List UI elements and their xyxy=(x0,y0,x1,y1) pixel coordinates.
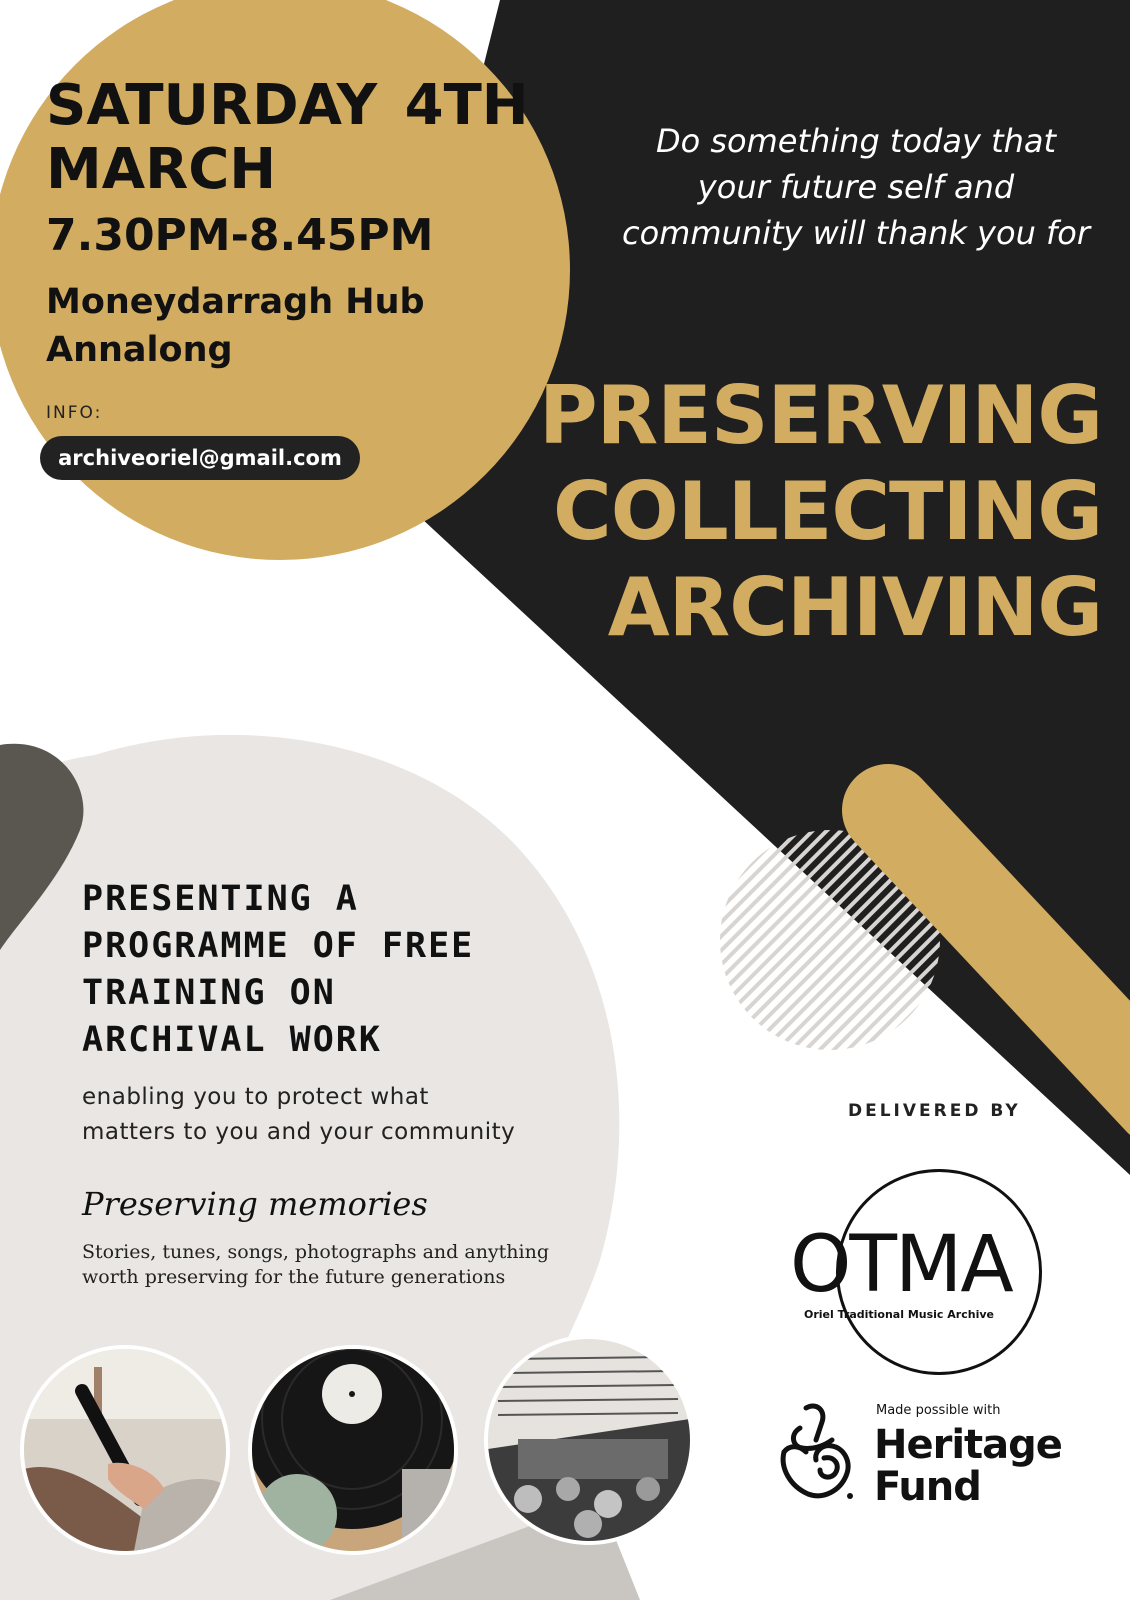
event-date-line-1: SATURDAY 4TH xyxy=(46,73,529,138)
enabling-line-2: matters to you and your community xyxy=(82,1119,516,1145)
tagline-line-3: community will thank you for xyxy=(621,214,1091,252)
archive-document-photo xyxy=(484,1335,694,1545)
otma-full-name: Oriel Traditional Music Archive xyxy=(804,1308,994,1321)
stories-text xyxy=(82,1240,552,1290)
info-label: INFO: xyxy=(46,403,103,423)
enabling-line-1: enabling you to protect what xyxy=(82,1084,429,1110)
programme-line-4: ARCHIVAL WORK xyxy=(82,1020,382,1060)
enabling-text xyxy=(82,1080,542,1150)
vinyl-record-photo xyxy=(248,1345,458,1555)
heritage-fund-logo xyxy=(874,1424,1062,1508)
headline-archiving: ARCHIVING xyxy=(607,561,1102,654)
programme-heading xyxy=(82,876,474,1064)
tagline-line-1: Do something today that xyxy=(655,122,1057,160)
stories-line-1: Stories, tunes, songs, photographs and anything xyxy=(82,1241,550,1263)
tagline-line-2: your future self and xyxy=(697,168,1015,206)
headline-collecting: COLLECTING xyxy=(553,465,1102,558)
programme-line-1: PRESENTING A xyxy=(82,879,359,919)
event-time: 7.30PM-8.45PM xyxy=(46,210,434,261)
microphone-photo xyxy=(20,1345,230,1555)
event-date-line-2: MARCH xyxy=(46,137,277,202)
memories-heading: Preserving memories xyxy=(82,1185,428,1223)
headline-preserving: PRESERVING xyxy=(538,369,1102,462)
tagline xyxy=(600,118,1112,256)
stories-line-2: worth preserving for the future generations xyxy=(82,1266,506,1288)
delivered-by-label: DELIVERED BY xyxy=(848,1101,1021,1121)
event-date xyxy=(46,74,529,202)
heritage-line-1: Heritage xyxy=(874,1422,1062,1468)
crossed-fingers-icon xyxy=(776,1400,860,1504)
programme-line-3: TRAINING ON xyxy=(82,973,336,1013)
otma-logo: OTMA xyxy=(790,1220,1012,1310)
heritage-made-possible: Made possible with xyxy=(876,1403,1001,1418)
headline xyxy=(539,368,1102,656)
email-link[interactable]: archiveoriel@gmail.com xyxy=(40,436,360,480)
venue-line-1: Moneydarragh Hub xyxy=(46,282,425,322)
programme-line-2: PROGRAMME OF FREE xyxy=(82,926,475,966)
venue-line-2: Annalong xyxy=(46,330,233,370)
event-venue xyxy=(46,278,425,374)
heritage-line-2: Fund xyxy=(874,1464,981,1510)
